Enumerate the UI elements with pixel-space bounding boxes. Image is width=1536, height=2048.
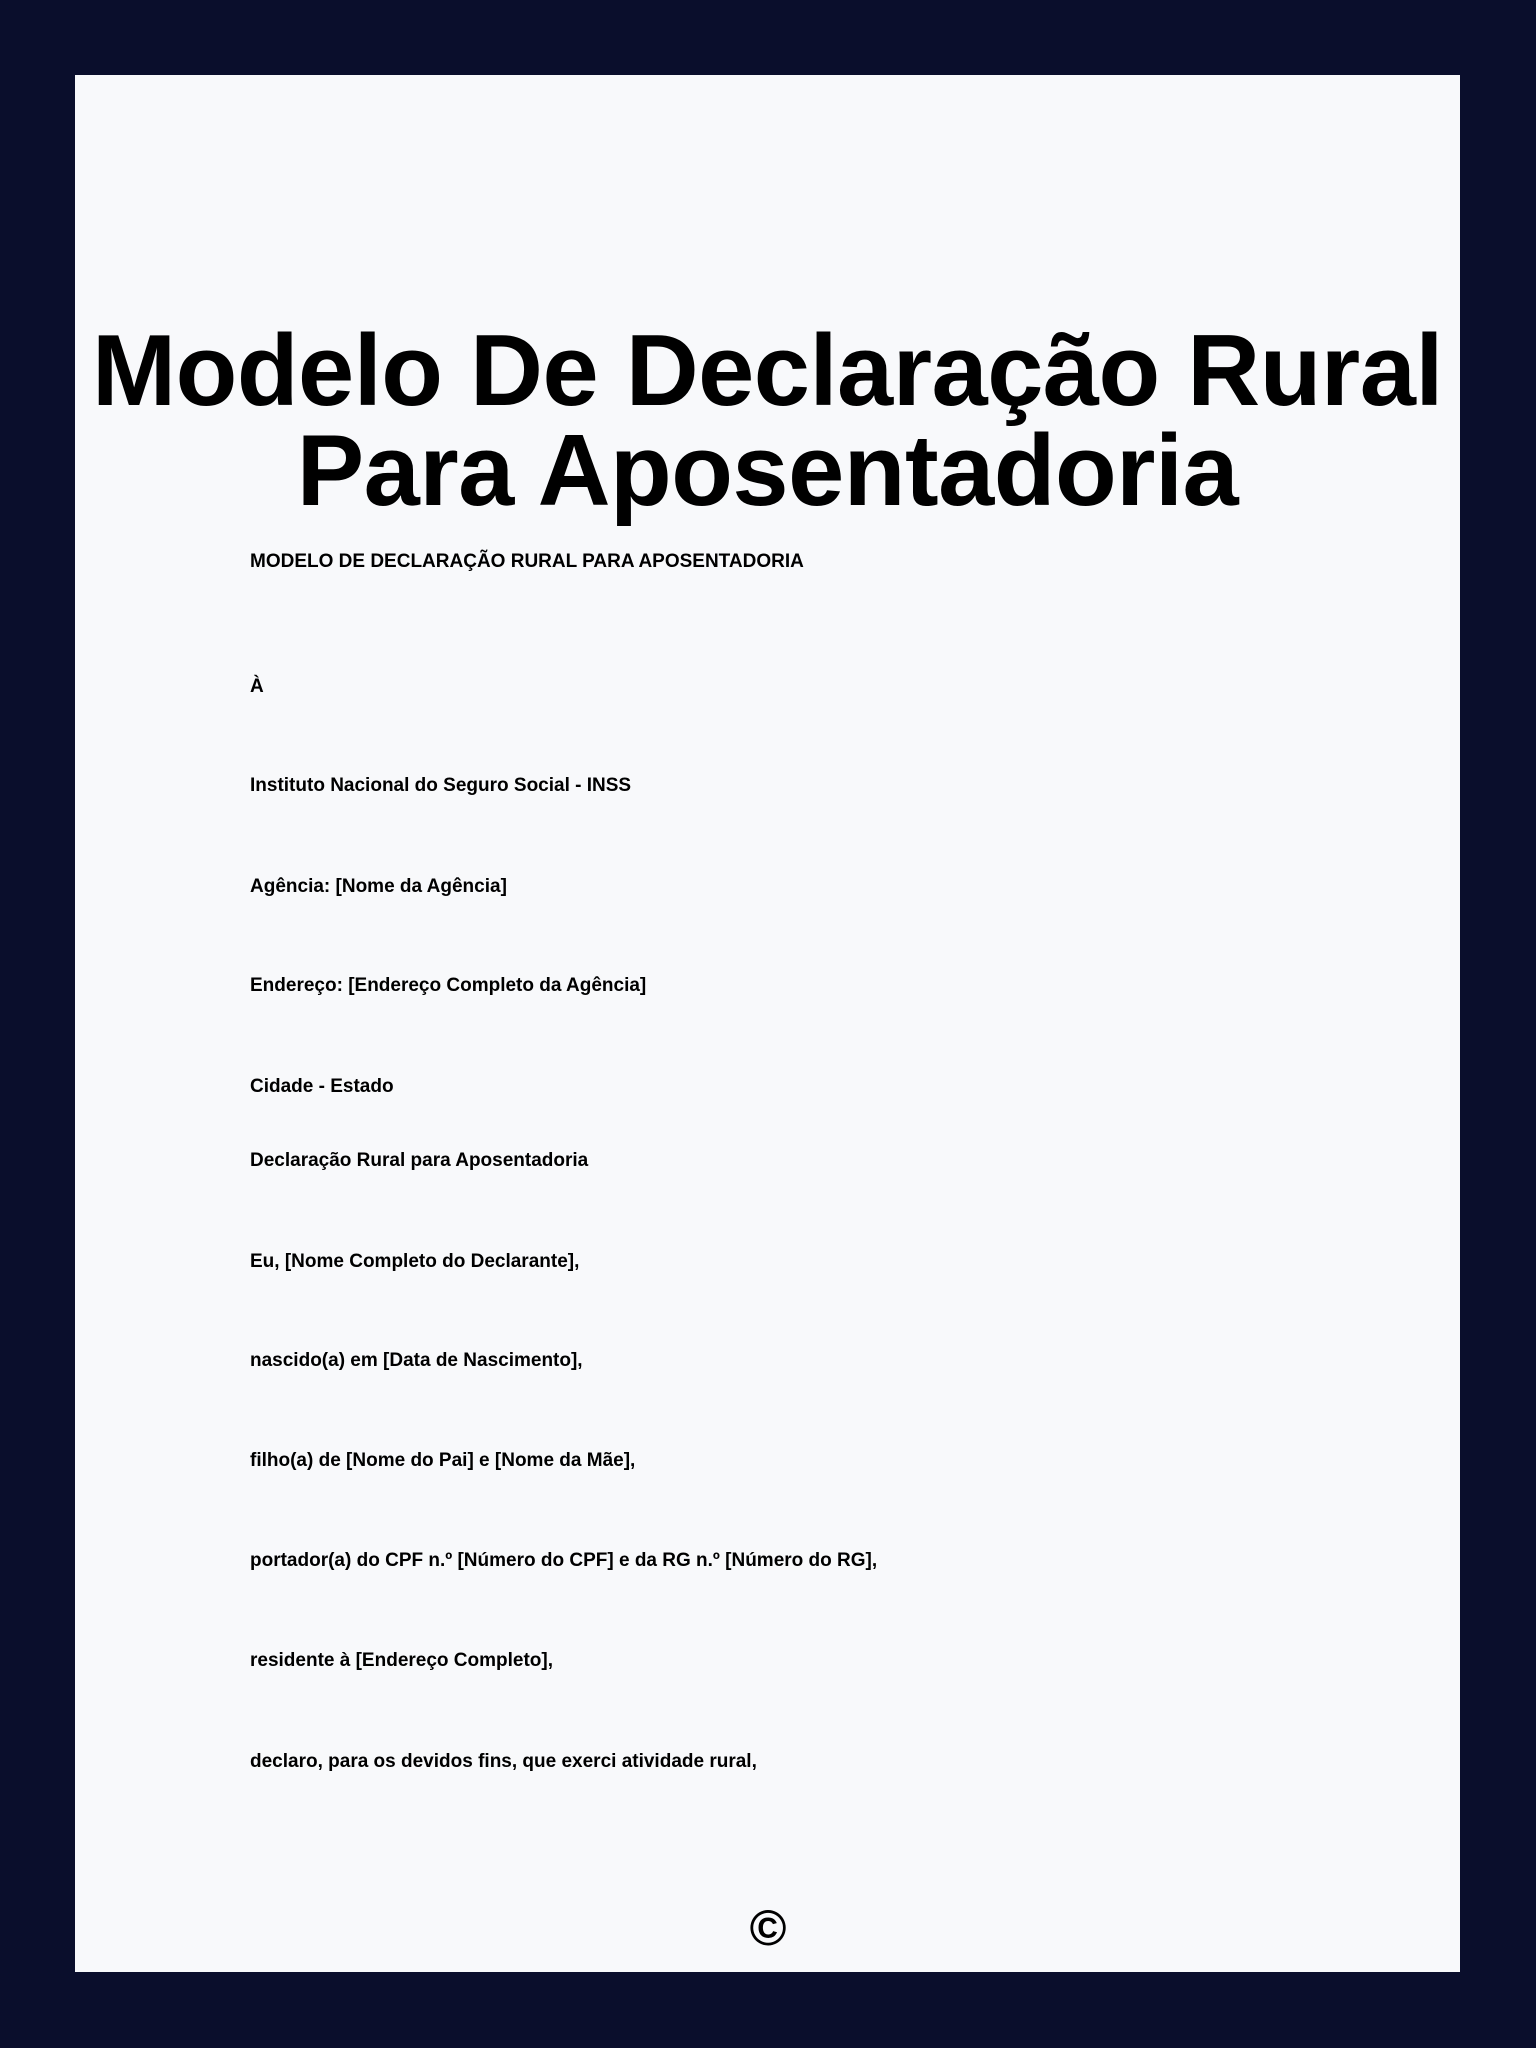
declarant-documents: portador(a) do CPF n.º [Número do CPF] e da RG n.º [Número do RG], bbox=[250, 1550, 878, 1571]
copyright-icon: © bbox=[749, 1900, 787, 1956]
title-line-2: Para Aposentadoria bbox=[296, 415, 1239, 527]
recipient-address: Endereço: [Endereço Completo da Agência] bbox=[250, 975, 647, 996]
recipient-prefix: À bbox=[250, 676, 264, 697]
recipient-institution: Instituto Nacional do Seguro Social - INSS bbox=[250, 775, 632, 796]
recipient-city: Cidade - Estado bbox=[250, 1076, 394, 1097]
title-line-1: Modelo De Declaração Rural bbox=[92, 315, 1443, 427]
page-title bbox=[75, 315, 1460, 527]
document-heading: MODELO DE DECLARAÇÃO RURAL PARA APOSENTADORIA bbox=[250, 551, 804, 572]
recipient-agency: Agência: [Nome da Agência] bbox=[250, 876, 507, 897]
declarant-parents: filho(a) de [Nome do Pai] e [Nome da Mãe], bbox=[250, 1450, 636, 1471]
declarant-address: residente à [Endereço Completo], bbox=[250, 1650, 554, 1671]
declarant-name: Eu, [Nome Completo do Declarante], bbox=[250, 1251, 580, 1272]
declaration-statement: declaro, para os devidos fins, que exerci atividade rural, bbox=[250, 1751, 757, 1772]
document-page bbox=[75, 75, 1460, 1972]
declarant-birth: nascido(a) em [Data de Nascimento], bbox=[250, 1350, 583, 1371]
declaration-subject: Declaração Rural para Aposentadoria bbox=[250, 1150, 589, 1171]
